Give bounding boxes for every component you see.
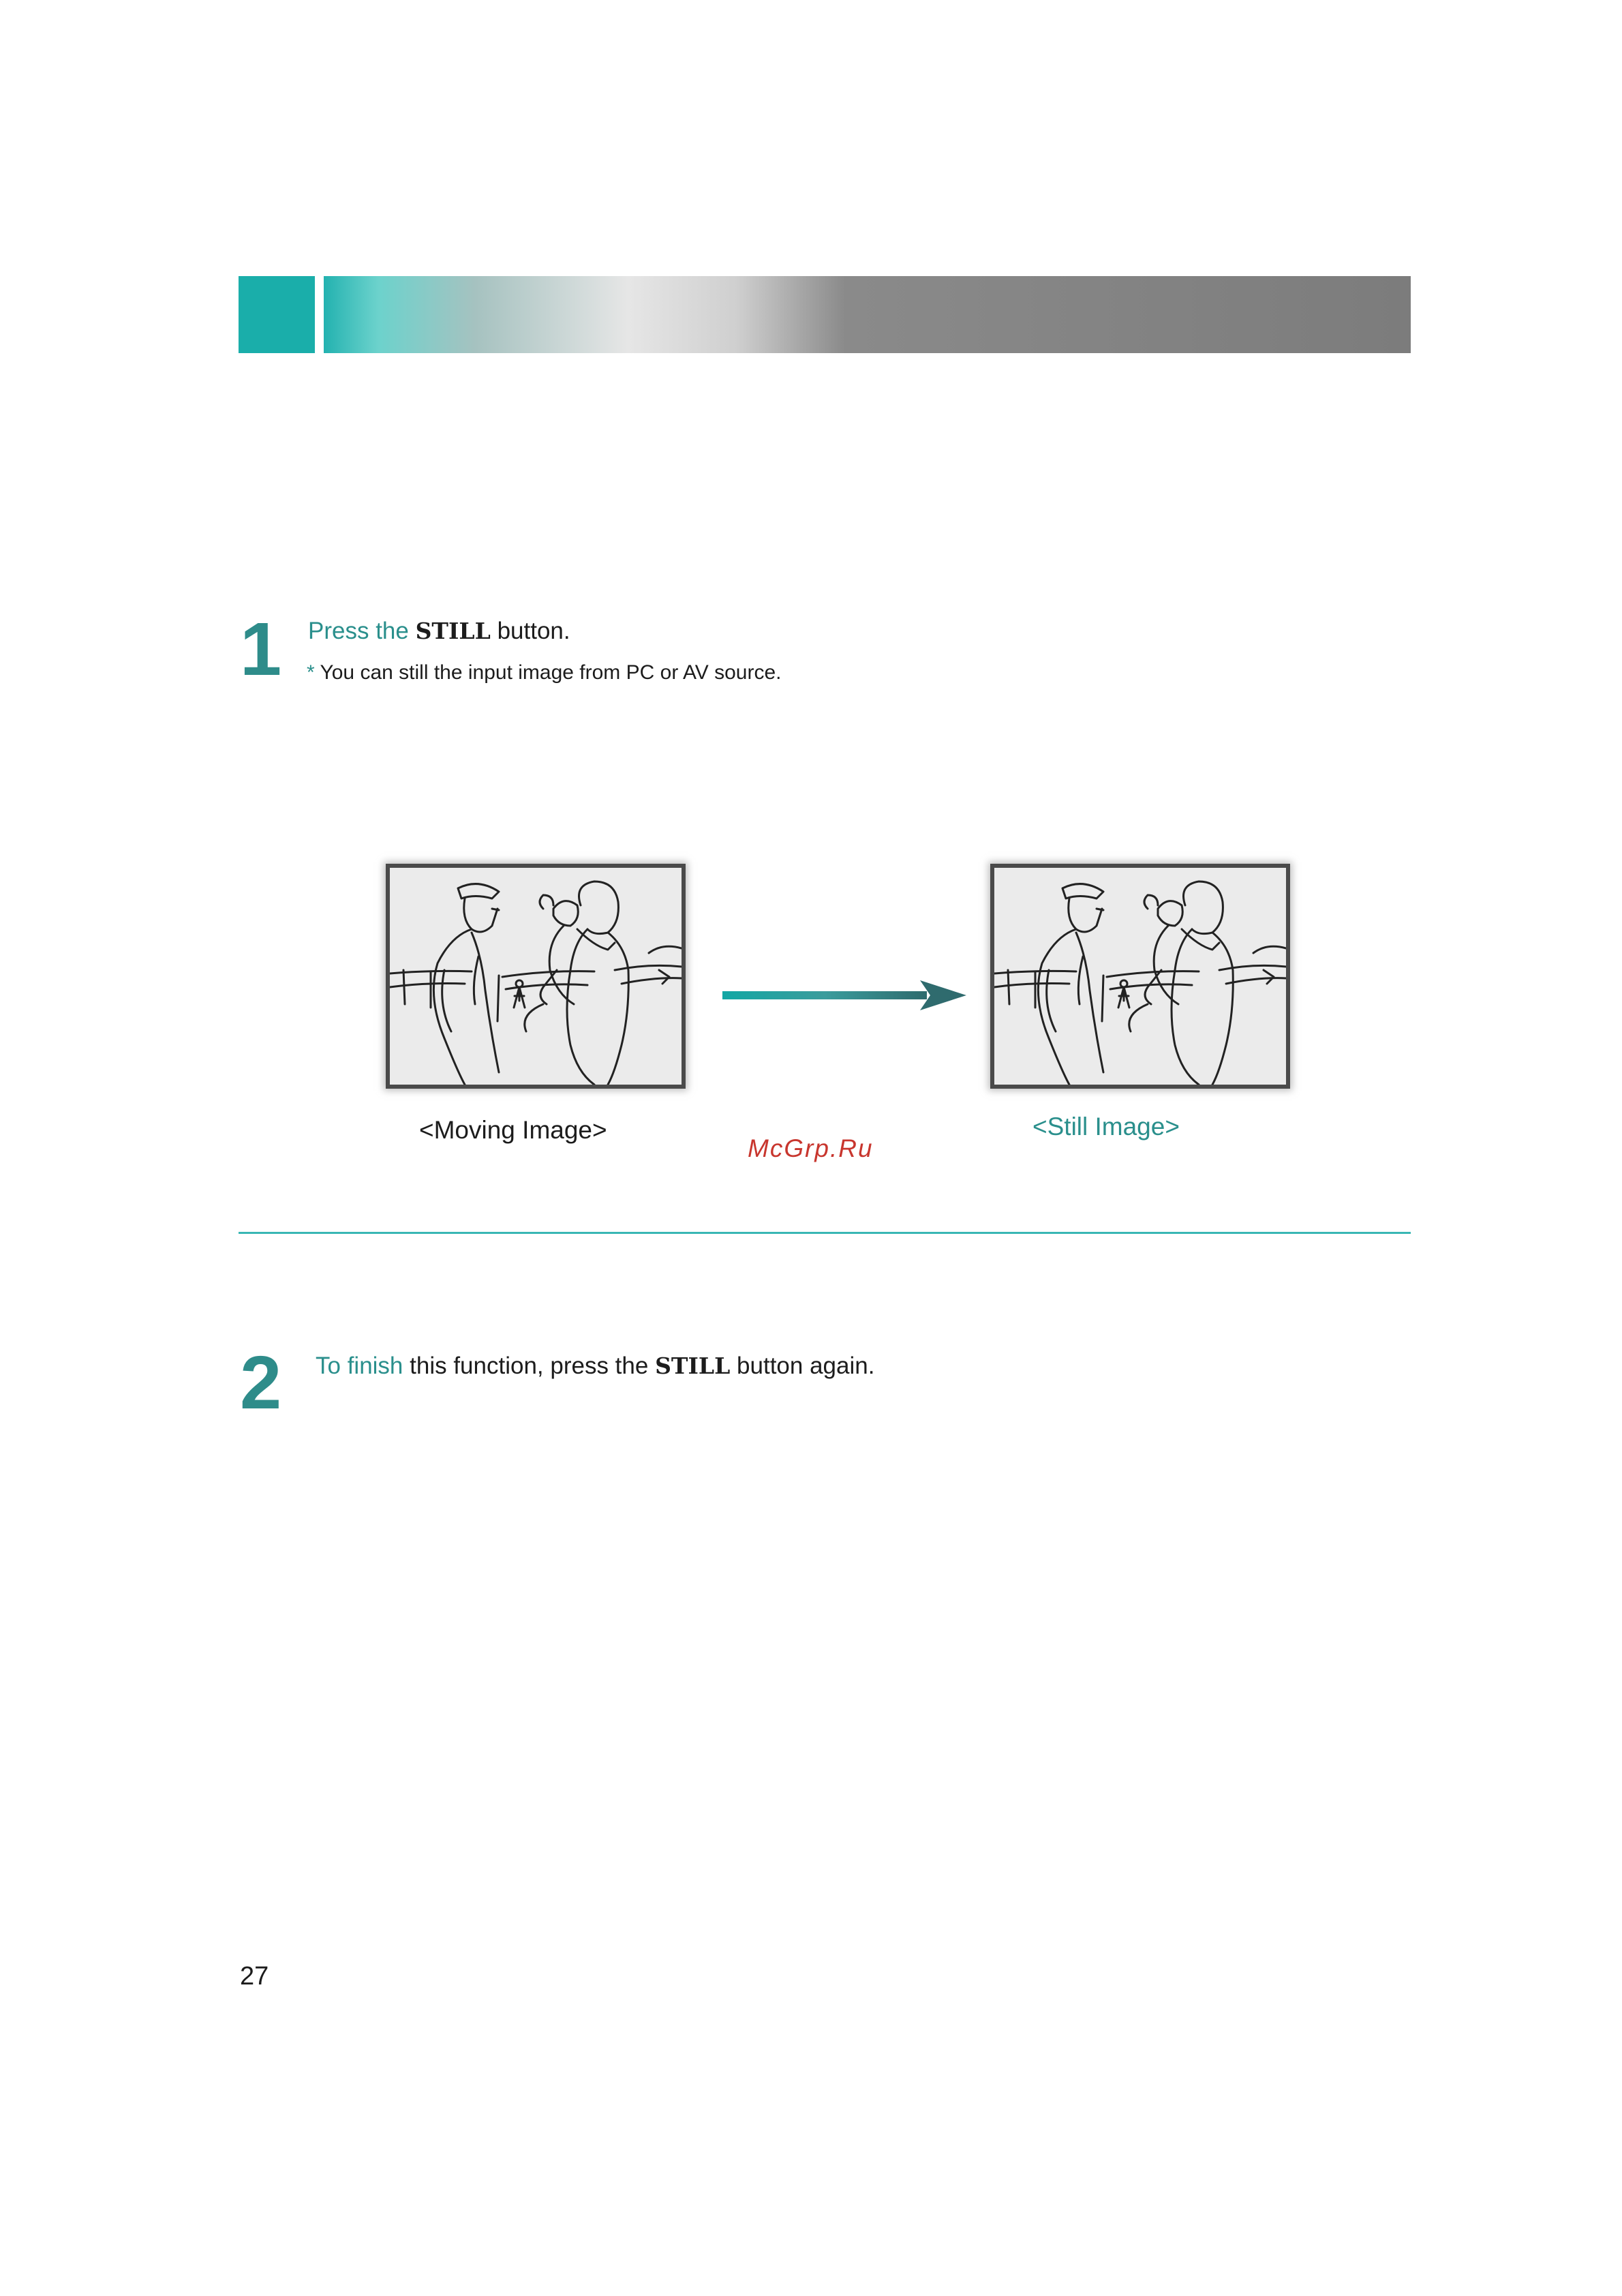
note-asterisk: * (307, 661, 315, 684)
watermark: McGrp.Ru (748, 1134, 874, 1162)
step-2-instruction (316, 1353, 874, 1380)
step-1-number: 1 (240, 607, 282, 691)
moving-image-picture (386, 864, 686, 1089)
header-accent-block (239, 276, 315, 353)
step-1-text-suffix: button. (497, 618, 570, 644)
still-button-label-2: STILL (655, 1353, 731, 1379)
family-illustration-moving (390, 868, 682, 1085)
step-1-instruction (308, 618, 570, 645)
step-2-text-prefix: To finish (316, 1353, 403, 1379)
step-2-text-suffix: button again. (737, 1353, 875, 1379)
family-illustration-still (994, 868, 1286, 1085)
page-number: 27 (240, 1962, 269, 1991)
moving-image-caption: <Moving Image> (419, 1116, 607, 1144)
header-banner (324, 276, 1411, 353)
step-1-text-prefix: Press the (308, 618, 409, 644)
section-divider (239, 1232, 1411, 1234)
step-2-text-middle: this function, press the (410, 1353, 649, 1379)
still-button-label: STILL (415, 618, 491, 644)
note-text: You can still the input image from PC or AV source. (320, 661, 782, 684)
right-arrow-icon (722, 975, 968, 1016)
step-2-number: 2 (240, 1341, 282, 1425)
still-image-picture (990, 864, 1290, 1089)
still-image-caption: <Still Image> (1032, 1113, 1180, 1141)
step-1-note (307, 661, 782, 684)
